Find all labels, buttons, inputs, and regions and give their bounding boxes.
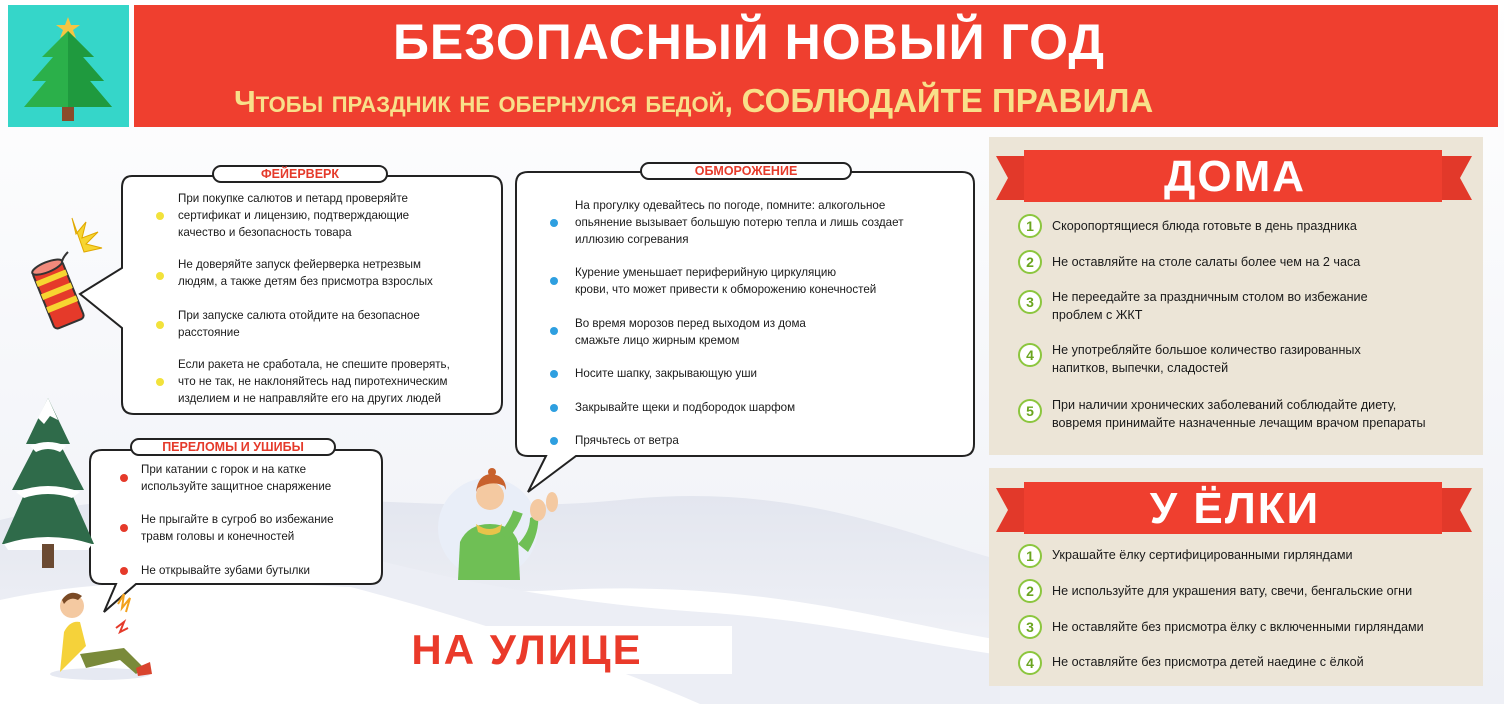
list-item xyxy=(550,264,970,300)
bullet-dot xyxy=(550,437,558,445)
item-line: На прогулку одевайтесь по погоде, помните: алкогольное xyxy=(575,199,886,212)
rule-number-badge: 2 xyxy=(1018,579,1042,603)
rule-number-badge: 3 xyxy=(1018,615,1042,639)
subtitle-part-2: СОБЛЮДАЙТЕ ПРАВИЛА xyxy=(741,82,1154,119)
injuries-list xyxy=(120,461,385,581)
rule-line: При наличии хронических заболеваний соблюдайте диету, xyxy=(1052,398,1397,412)
rule-line: Скоропортящиеся блюда готовьте в день праздника xyxy=(1052,219,1357,233)
home-rule xyxy=(1018,250,1478,276)
cold-man-illustration xyxy=(430,462,570,580)
tree-rule xyxy=(1018,544,1488,570)
item-line: смажьте лицо жирным кремом xyxy=(575,334,740,347)
home-rule xyxy=(1018,399,1478,439)
item-line: крови, что может привести к обморожению конечностей xyxy=(575,283,877,296)
rule-number-badge: 4 xyxy=(1018,651,1042,675)
injuries-label: ПЕРЕЛОМЫ И УШИБЫ xyxy=(130,438,336,456)
injured-boy-illustration xyxy=(40,582,160,682)
rule-number-badge: 2 xyxy=(1018,250,1042,274)
bullet-dot xyxy=(120,567,128,575)
rule-number-badge: 1 xyxy=(1018,544,1042,568)
bullet-dot xyxy=(550,370,558,378)
item-line: Не прыгайте в сугроб во избежание xyxy=(141,513,334,526)
snowy-fir-icon xyxy=(0,394,96,584)
fireworks-label: ФЕЙЕРВЕРК xyxy=(212,165,388,183)
bullet-dot xyxy=(120,524,128,532)
item-line: опьянение вызывает большую потерю тепла и лишь создает xyxy=(575,216,904,229)
bullet-dot xyxy=(156,272,164,280)
item-line: При покупке салютов и петард проверяйте xyxy=(178,192,408,205)
tree-rule xyxy=(1018,615,1488,641)
list-item xyxy=(156,190,506,242)
item-line: Если ракета не сработала, не спешите проверять, xyxy=(178,358,450,371)
street-title: НА УЛИЦЕ xyxy=(411,626,643,673)
bullet-dot xyxy=(156,378,164,386)
list-item xyxy=(156,307,506,343)
bullet-dot xyxy=(550,277,558,285)
list-item xyxy=(156,256,506,292)
bullet-dot xyxy=(550,404,558,412)
rule-line: Не используйте для украшения вату, свечи, бенгальские огни xyxy=(1052,584,1413,598)
list-item xyxy=(120,461,385,497)
rule-line: Не оставляйте без присмотра ёлку с включенными гирляндами xyxy=(1052,620,1424,634)
bullet-dot xyxy=(156,321,164,329)
page-title: БЕЗОПАСНЫЙ НОВЫЙ ГОД xyxy=(392,14,1106,70)
item-line: травм головы и конечностей xyxy=(141,530,295,543)
list-item xyxy=(550,432,970,450)
home-rule xyxy=(1018,290,1478,330)
item-line: что не так, не наклоняйтесь над пиротехническим xyxy=(178,375,448,388)
item-line: Не открывайте зубами бутылки xyxy=(141,564,310,577)
header-banner xyxy=(134,5,1498,127)
tree-rule xyxy=(1018,651,1488,677)
rule-line: напитков, выпечки, сладостей xyxy=(1052,361,1229,375)
frostbite-label: ОБМОРОЖЕНИЕ xyxy=(640,162,852,180)
rule-line: проблем с ЖКТ xyxy=(1052,308,1143,322)
list-item xyxy=(550,197,970,249)
list-item xyxy=(550,315,970,351)
item-line: используйте защитное снаряжение xyxy=(141,480,332,493)
list-item xyxy=(120,511,385,547)
fireworks-list xyxy=(156,190,506,415)
rule-line: вовремя принимайте назначенные лечащим врачом препараты xyxy=(1052,416,1426,430)
item-line: Закрывайте щеки и подбородок шарфом xyxy=(575,401,796,414)
item-line: Не доверяйте запуск фейерверка нетрезвым xyxy=(178,258,421,271)
list-item xyxy=(550,399,970,417)
item-line: качество и безопасность товара xyxy=(178,226,352,239)
bullet-dot xyxy=(550,327,558,335)
page-subtitle xyxy=(234,82,1153,120)
bullet-dot xyxy=(550,219,558,227)
item-line: При катании с горок и на катке xyxy=(141,463,307,476)
item-line: людям, а также детям без присмотра взрослых xyxy=(178,275,433,288)
christmas-tree-icon xyxy=(8,5,129,127)
tree-rule xyxy=(1018,579,1488,605)
item-line: сертификат и лицензию, подтверждающие xyxy=(178,209,410,222)
home-rule xyxy=(1018,214,1478,240)
item-line: расстояние xyxy=(178,326,240,339)
rule-line: Не оставляйте без присмотра детей наедине с ёлкой xyxy=(1052,655,1364,669)
street-banner xyxy=(322,626,732,674)
subtitle-part-1: Чтобы праздник не обернулся бедой, xyxy=(234,84,734,119)
list-item xyxy=(550,365,970,383)
item-line: иллюзию согревания xyxy=(575,233,689,246)
home-rule xyxy=(1018,343,1478,383)
list-item xyxy=(156,356,506,408)
item-line: Во время морозов перед выходом из дома xyxy=(575,317,806,330)
tree-title: У ЁЛКИ xyxy=(1149,484,1321,533)
rule-line: Украшайте ёлку сертифицированными гирляндами xyxy=(1052,548,1353,562)
firecracker-icon xyxy=(28,212,108,330)
item-line: Прячьтесь от ветра xyxy=(575,434,679,447)
home-title: ДОМА xyxy=(1164,152,1306,201)
rule-line: Не переедайте за праздничным столом во избежание xyxy=(1052,290,1368,304)
item-line: Носите шапку, закрывающую уши xyxy=(575,367,757,380)
bullet-dot xyxy=(156,212,164,220)
list-item xyxy=(120,562,385,580)
rule-number-badge: 5 xyxy=(1018,399,1042,423)
frostbite-list xyxy=(550,197,970,457)
header-tree-tile xyxy=(8,5,129,127)
item-line: Курение уменьшает периферийную циркуляцию xyxy=(575,266,837,279)
item-line: изделием и не направляйте его на других людей xyxy=(178,392,441,405)
rule-line: Не оставляйте на столе салаты более чем на 2 часа xyxy=(1052,255,1361,269)
rule-number-badge: 4 xyxy=(1018,343,1042,367)
bullet-dot xyxy=(120,474,128,482)
item-line: При запуске салюта отойдите на безопасное xyxy=(178,309,420,322)
rule-line: Не употребляйте большое количество газированных xyxy=(1052,343,1361,357)
rule-number-badge: 1 xyxy=(1018,214,1042,238)
rule-number-badge: 3 xyxy=(1018,290,1042,314)
